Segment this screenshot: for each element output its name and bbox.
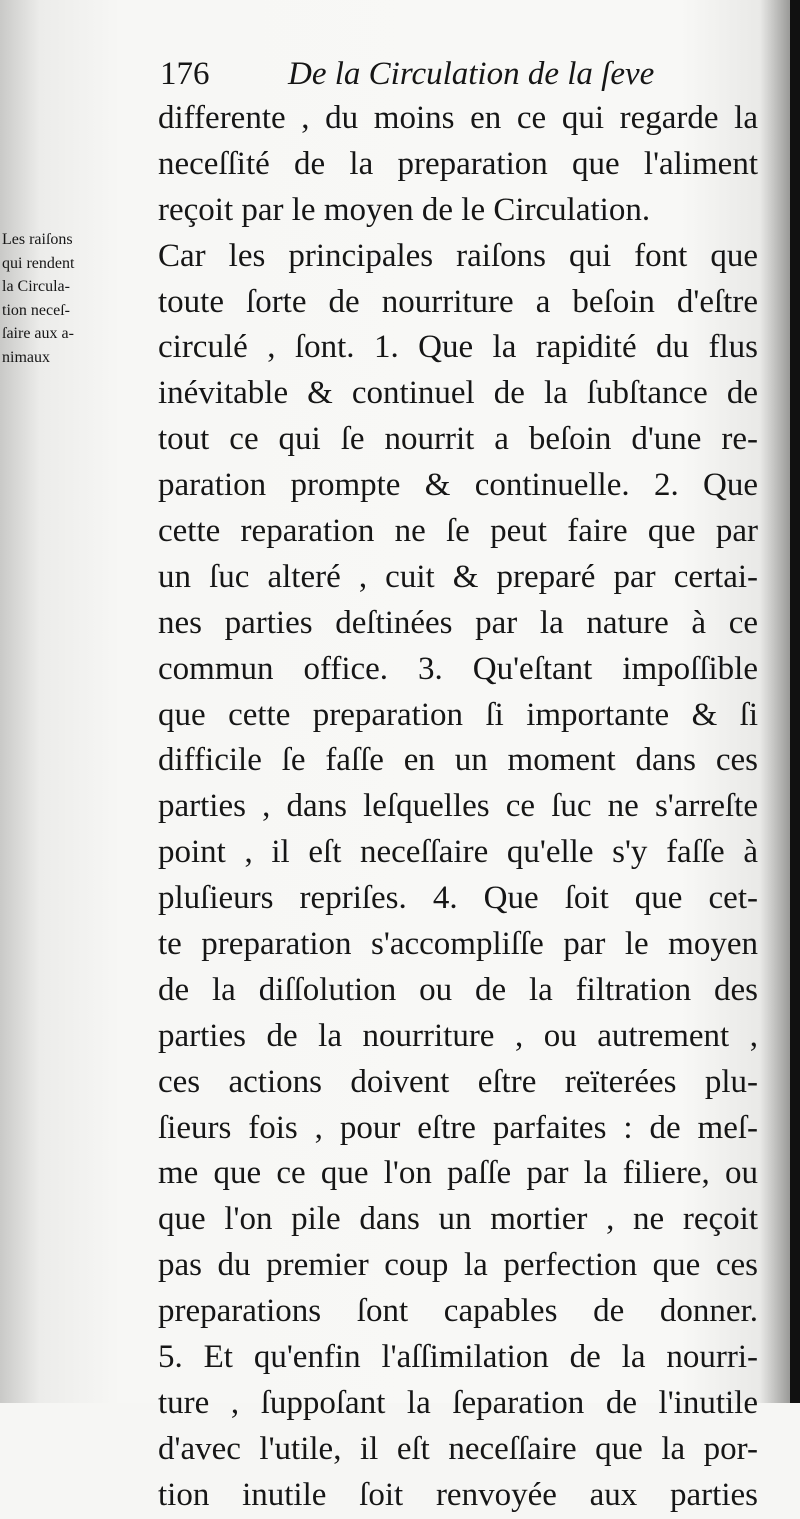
page-number: 176: [160, 56, 210, 92]
text-line: toute ſorte de nourriture a beſoin d'eſtre: [158, 283, 758, 320]
text-line: que l'on pile dans un mortier , ne reçoit: [158, 1201, 758, 1238]
text-line: reçoit par le moyen de le Circulation.: [158, 191, 651, 228]
margin-note-line: Les raiſons: [2, 231, 73, 248]
text-line: de la diſſolution ou de la filtration des: [158, 971, 758, 1008]
margin-note-line: nimaux: [2, 348, 50, 366]
margin-note-line: la Circula-: [2, 278, 70, 295]
text-line: tion inutile ſoit renvoyée aux parties: [158, 1476, 758, 1513]
text-line: te preparation s'accompliſſe par le moyen: [158, 926, 758, 963]
text-line: inévitable & continuel de la ſubſtance de: [158, 375, 758, 412]
margin-note-line: qui rendent: [2, 254, 75, 272]
text-line: ture , ſuppoſant la ſeparation de l'inutile: [158, 1384, 758, 1421]
text-line: ces actions doivent eſtre reïterées plu-: [158, 1063, 758, 1100]
text-line: tout ce qui ſe nourrit a beſoin d'une re-: [158, 421, 758, 458]
text-line: Car les principales raiſons qui font que: [158, 237, 758, 274]
text-line: nes parties deſtinées par la nature à ce: [158, 604, 758, 641]
text-line: preparations ſont capables de donner.: [158, 1293, 758, 1330]
margin-note-line: tion neceſ-: [2, 301, 70, 319]
text-line: que cette preparation ſi importante & ſi: [158, 696, 758, 733]
text-line: 5. Et qu'enfin l'aſſimilation de la nourri-: [158, 1339, 758, 1376]
text-line: commun office. 3. Qu'eſtant impoſſible: [158, 650, 758, 687]
text-line: pluſieurs repriſes. 4. Que ſoit que cet-: [158, 880, 758, 917]
running-header: [160, 52, 760, 100]
text-line: parties , dans leſquelles ce ſuc ne s'arreſte: [158, 788, 758, 825]
text-line: parties de la nourriture , ou autrement ,: [158, 1017, 758, 1054]
text-line: ſieurs fois , pour eſtre parfaites : de meſ-: [158, 1109, 758, 1146]
text-line: circulé , ſont. 1. Que la rapidité du flus: [158, 329, 758, 366]
text-line: me que ce que l'on paſſe par la filiere, ou: [158, 1155, 758, 1192]
body-text: [158, 96, 758, 1519]
text-line: un ſuc alteré , cuit & preparé par certai-: [158, 558, 758, 595]
text-line: pas du premier coup la perfection que ces: [158, 1247, 758, 1284]
running-title: De la Circulation de la ſeve: [288, 56, 655, 92]
page-edge-shadow: [790, 0, 800, 1403]
text-line: paration prompte & continuelle. 2. Que: [158, 467, 758, 504]
margin-note-line: ſaire aux a-: [2, 325, 74, 342]
text-line: differente , du moins en ce qui regarde la: [158, 100, 758, 136]
text-line: cette reparation ne ſe peut faire que par: [158, 513, 758, 550]
margin-note: [2, 228, 142, 369]
text-line: d'avec l'utile, il eſt neceſſaire que la por-: [158, 1430, 758, 1467]
text-line: difficile ſe faſſe en un moment dans ces: [158, 742, 758, 779]
text-line: neceſſité de la preparation que l'aliment: [158, 145, 758, 182]
text-line: point , il eſt neceſſaire qu'elle s'y faſſe à: [158, 834, 758, 871]
